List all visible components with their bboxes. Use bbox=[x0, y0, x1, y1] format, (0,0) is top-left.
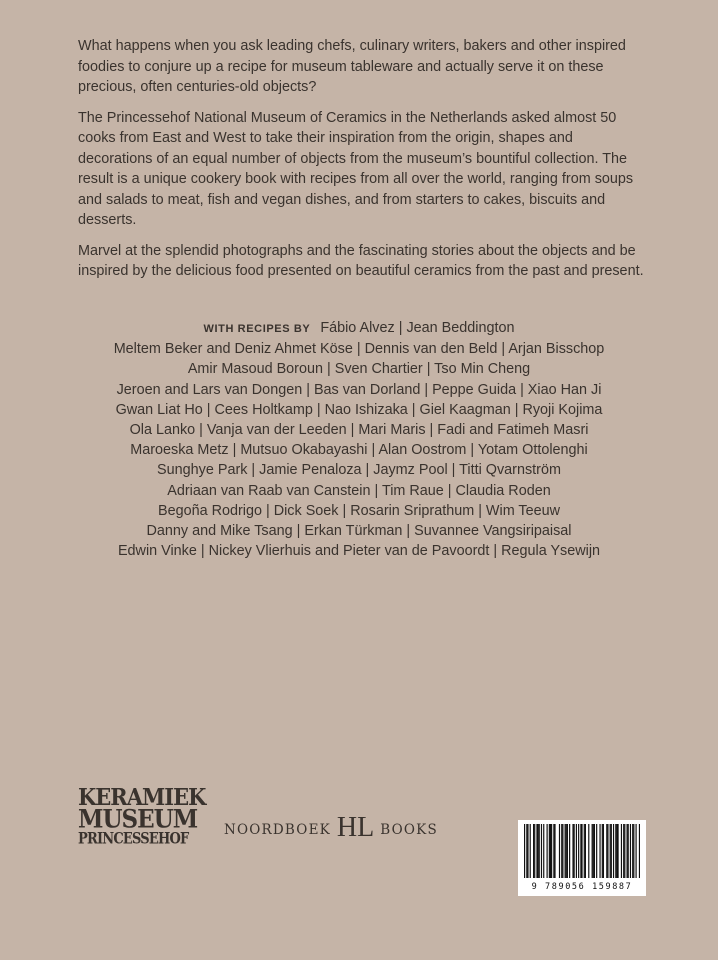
barcode-bar bbox=[610, 824, 611, 878]
contributors-line: Meltem Beker and Deniz Ahmet Köse | Dennis van den Beld | Arjan Bisschop bbox=[113, 341, 605, 358]
barcode-bar bbox=[549, 824, 550, 878]
barcode-bar bbox=[541, 824, 542, 878]
contributors-line: Adriaan van Raab van Canstein | Tim Raue | Claudia Roden bbox=[167, 482, 551, 499]
barcode-bar bbox=[533, 824, 534, 878]
blurb-paragraph-2: The Princessehof National Museum of Ceramics in the Netherlands asked almost 50 cooks from East and West to take their inspiration from the origin, shapes and decorations of an equal number of objects from the museum’s bountiful collection. The result is a unique cookery book with recipes from all over the world, ranging from soups and salads to meat, fish and vegan dishes, and from starters to cakes, biscuits and desserts. bbox=[78, 109, 634, 228]
barcode-bar bbox=[581, 824, 582, 878]
barcode-bar bbox=[588, 824, 589, 878]
barcode-bar bbox=[580, 824, 581, 878]
contributors-list bbox=[40, 318, 678, 561]
barcode-bar bbox=[565, 824, 566, 878]
barcode-bar bbox=[593, 824, 594, 878]
museum-logo bbox=[78, 782, 206, 849]
contributors-heading: WITH RECIPES BY bbox=[203, 323, 311, 335]
barcode-bar bbox=[578, 824, 579, 878]
isbn-barcode bbox=[518, 820, 646, 896]
barcode-bar bbox=[566, 824, 567, 878]
barcode-bar bbox=[534, 824, 535, 878]
barcode-bar bbox=[584, 824, 585, 878]
barcode-bar bbox=[632, 824, 633, 878]
contributors-line: Sunghye Park | Jamie Penaloza | Jaymz Pool | Titti Qvarnström bbox=[157, 462, 561, 479]
isbn-digits: 9 789056 159887 bbox=[531, 882, 633, 892]
barcode-bar bbox=[561, 824, 562, 878]
barcode-bar bbox=[633, 824, 634, 878]
barcode-bar bbox=[550, 824, 551, 878]
museum-logo-line: MUSEUM bbox=[78, 804, 198, 835]
barcode-bar bbox=[536, 824, 537, 878]
blurb-paragraph-1: What happens when you ask leading chefs, culinary writers, bakers and other inspired foodies to conjure up a recipe for museum tableware and actually serve it on these precious, often centuries-old objects? bbox=[78, 38, 626, 95]
barcode-bar bbox=[624, 824, 625, 878]
barcode-bar bbox=[572, 824, 573, 878]
contributors-line: Begoña Rodrigo | Dick Soek | Rosarin Sriprathum | Wim Teeuw bbox=[157, 502, 561, 519]
publisher-logo bbox=[224, 814, 438, 846]
publisher-monogram: HL bbox=[336, 812, 375, 843]
barcode-bar bbox=[603, 824, 604, 878]
contributors-names: Fábio Alvez | Jean Beddington bbox=[320, 320, 515, 336]
contributors-line: Jeroen and Lars van Dongen | Bas van Dorland | Peppe Guida | Xiao Han Ji bbox=[116, 381, 602, 398]
barcode-bar bbox=[538, 824, 539, 878]
barcode-bars bbox=[524, 824, 640, 878]
barcode-bar bbox=[524, 824, 525, 878]
barcode-bar bbox=[526, 824, 527, 878]
barcode-bar bbox=[623, 824, 624, 878]
barcode-bar bbox=[543, 824, 544, 878]
contributors-line: Ola Lanko | Vanja van der Leeden | Mari Maris | Fadi and Fatimeh Masri bbox=[129, 422, 589, 439]
barcode-bar bbox=[602, 824, 603, 878]
contributors-line: Maroeska Metz | Mutsuo Okabayashi | Alan Oostrom | Yotam Ottolenghi bbox=[130, 442, 588, 459]
barcode-bar bbox=[599, 824, 600, 878]
blurb-paragraph-3: Marvel at the splendid photographs and the fascinating stories about the objects and be inspired by the delicious food presented on beautiful ceramics from the past and present. bbox=[78, 242, 644, 279]
museum-logo-line: PRINCESSEHOF bbox=[78, 830, 189, 849]
museum-logo-line: KERAMIEK bbox=[78, 782, 206, 811]
barcode-bar bbox=[585, 824, 586, 878]
barcode-bar bbox=[592, 824, 593, 878]
contributors-line: Edwin Vinke | Nickey Vlierhuis and Pieter van de Pavoordt | Regula Ysewijn bbox=[117, 543, 601, 560]
barcode-bar bbox=[576, 824, 577, 878]
barcode-bar bbox=[527, 824, 528, 878]
barcode-bar bbox=[569, 824, 570, 878]
contributors-line: Gwan Liat Ho | Cees Holtkamp | Nao Ishizaka | Giel Kaagman | Ryoji Kojima bbox=[115, 401, 603, 418]
contributors-line: Amir Masoud Boroun | Sven Chartier | Tso Min Cheng bbox=[187, 361, 531, 378]
barcode-bar bbox=[606, 824, 607, 878]
contributors-line: Danny and Mike Tsang | Erkan Türkman | Suvannee Vangsiripaisal bbox=[146, 523, 572, 540]
barcode-bar bbox=[553, 824, 554, 878]
barcode-bar bbox=[574, 824, 575, 878]
barcode-bar bbox=[636, 824, 637, 878]
barcode-bar bbox=[567, 824, 568, 878]
barcode-bar bbox=[547, 824, 548, 878]
barcode-bar bbox=[539, 824, 540, 878]
barcode-bar bbox=[562, 824, 563, 878]
barcode-bar bbox=[630, 824, 631, 878]
barcode-bar bbox=[639, 824, 640, 878]
barcode-bar bbox=[596, 824, 597, 878]
barcode-bar bbox=[615, 824, 616, 878]
publisher-name-left: NOORDBOEK bbox=[224, 822, 331, 838]
barcode-bar bbox=[628, 824, 629, 878]
barcode-bar bbox=[626, 824, 627, 878]
barcode-bar bbox=[530, 824, 531, 878]
blurb bbox=[78, 36, 648, 292]
barcode-bar bbox=[554, 824, 555, 878]
barcode-bar bbox=[616, 824, 617, 878]
barcode-bar bbox=[611, 824, 612, 878]
barcode-bar bbox=[617, 824, 618, 878]
barcode-bar bbox=[607, 824, 608, 878]
publisher-name-right: BOOKS bbox=[380, 822, 438, 838]
barcode-bar bbox=[594, 824, 595, 878]
barcode-bar bbox=[559, 824, 560, 878]
barcode-bar bbox=[621, 824, 622, 878]
barcode-bar bbox=[551, 824, 552, 878]
contributors-line bbox=[40, 318, 678, 339]
barcode-bar bbox=[613, 824, 614, 878]
